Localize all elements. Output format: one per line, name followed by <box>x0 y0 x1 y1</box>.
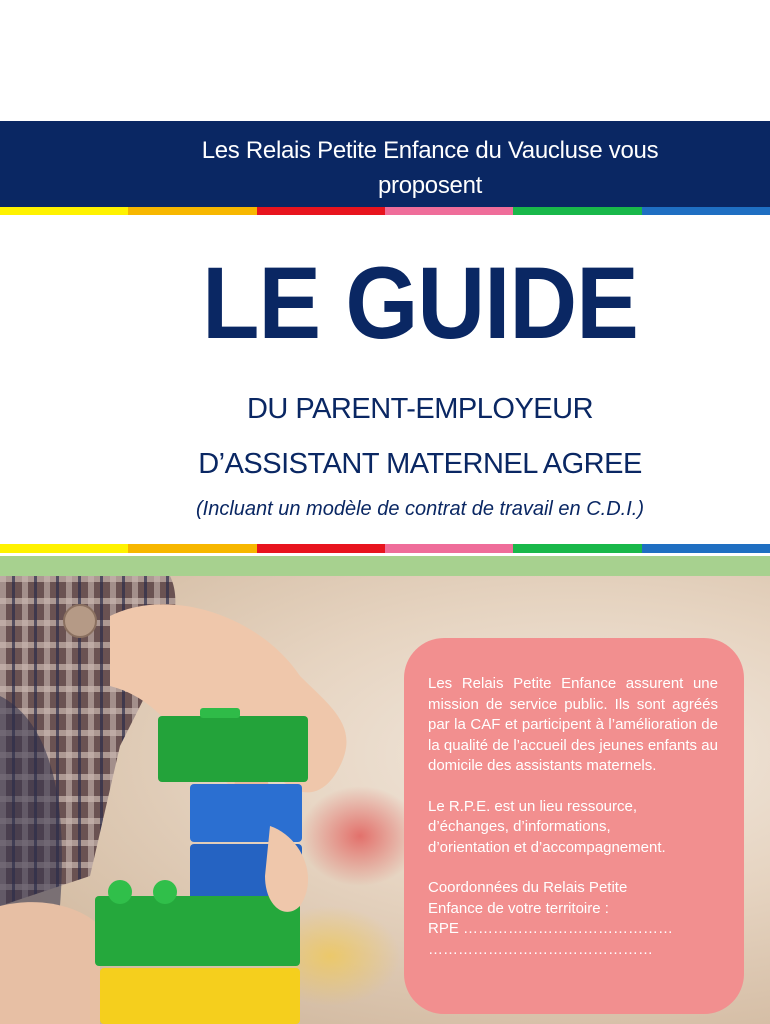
stripe-blue <box>642 544 770 553</box>
info-paragraph-resource <box>428 797 718 859</box>
blurred-toy-red <box>300 786 420 886</box>
stripe-yellow <box>0 544 128 553</box>
color-stripe-top <box>0 207 770 215</box>
subtitle-parent-employeur: DU PARENT-EMPLOYEUR <box>246 393 594 425</box>
stripe-red <box>257 207 385 215</box>
info-resource-line-1: Le R.P.E. est un lieu ressource, <box>428 797 638 815</box>
color-stripe-bottom <box>0 544 770 553</box>
info-resource-line-3: d’orientation et d’accompagnement. <box>428 838 666 856</box>
info-paragraph-mission: Les Relais Petite Enfance assurent une mission de service public. Ils sont agréés par la CAF et participent à l’amélioration de la qualité de l’accueil des jeunes enfants au domicile des assistants maternels. <box>428 675 718 774</box>
stripe-pink <box>385 207 513 215</box>
info-resource-line-2: d’échanges, d’informations, <box>428 818 611 835</box>
lego-green-top-stud <box>200 708 240 718</box>
info-contact-line-1: Coordonnées du Relais Petite <box>428 879 628 896</box>
lego-green-top <box>158 716 308 782</box>
info-contact-line-2: Enfance de votre territoire : <box>428 899 609 917</box>
rpe-info-box <box>404 638 744 1014</box>
stripe-green <box>513 544 641 553</box>
header-banner <box>0 121 770 207</box>
guide-title: LE GUIDE <box>202 246 638 360</box>
banner-line-1: Les Relais Petite Enfance du Vaucluse vous <box>201 137 659 164</box>
lego-yellow <box>100 968 300 1024</box>
green-band <box>0 556 770 576</box>
stripe-red <box>257 544 385 553</box>
info-contact-rpe-line: RPE …………………………………… <box>428 920 674 937</box>
shirt-button <box>64 605 96 637</box>
subtitle-assistant-maternel: D’ASSISTANT MATERNEL AGREE <box>198 448 642 480</box>
lego-blue-1 <box>190 784 302 842</box>
child-lower-arm <box>0 902 100 1024</box>
subtitle-contract-note: (Incluant un modèle de contrat de travail en C.D.I.) <box>195 498 644 520</box>
banner-line-2: proposent <box>377 172 483 199</box>
info-contact-dots-line: ……………………………………… <box>428 940 653 958</box>
stripe-orange <box>128 207 256 215</box>
stripe-green <box>513 207 641 215</box>
lego-stud <box>153 880 177 904</box>
stripe-orange <box>128 544 256 553</box>
info-paragraph-contact <box>428 878 718 960</box>
stripe-pink <box>385 544 513 553</box>
lego-green-bottom <box>95 896 300 966</box>
stripe-blue <box>642 207 770 215</box>
lego-stud <box>108 880 132 904</box>
stripe-yellow <box>0 207 128 215</box>
banner-text <box>150 133 710 203</box>
